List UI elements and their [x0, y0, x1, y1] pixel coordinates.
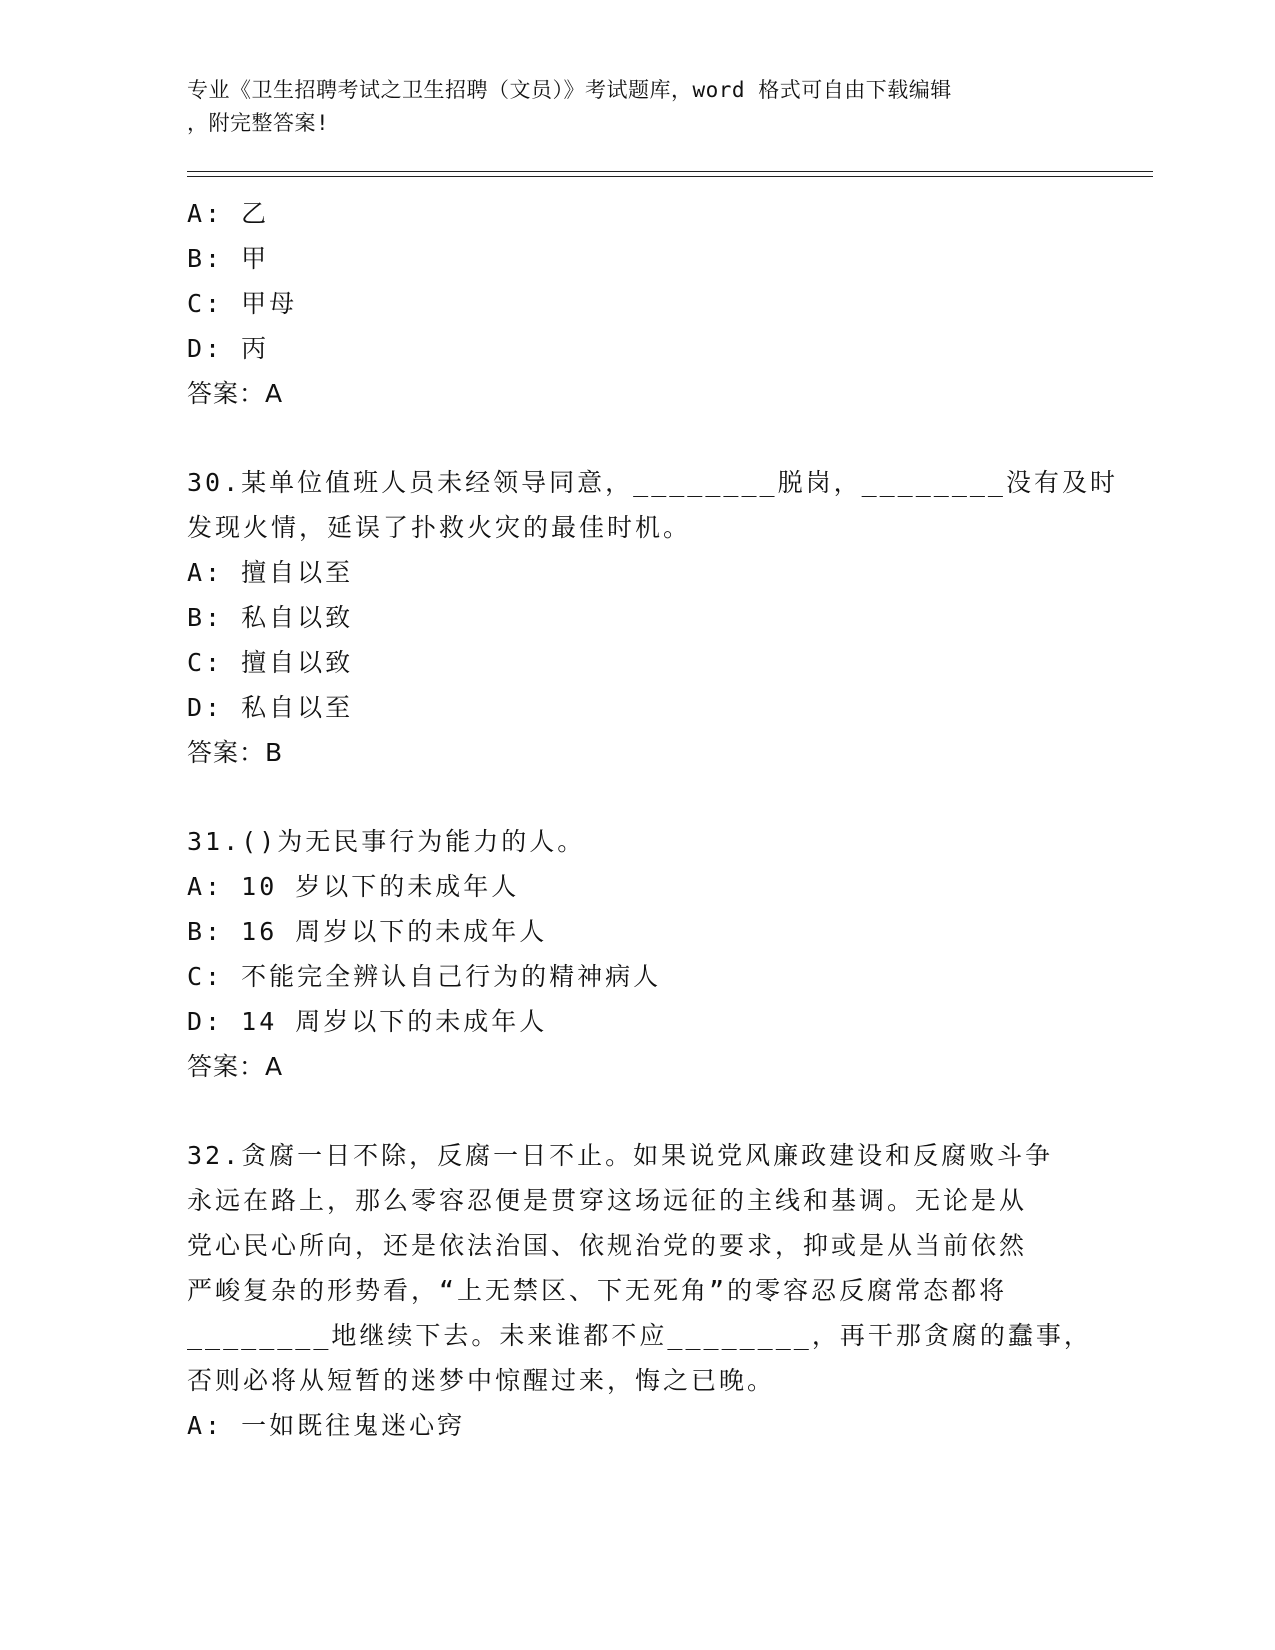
question-30: [187, 460, 1118, 775]
option-c: C: 擅自以致: [187, 648, 354, 677]
option-a: A: 10 岁以下的未成年人: [187, 872, 520, 901]
question-32: [187, 1133, 1092, 1448]
header-line-2: ，附完整答案!: [187, 111, 330, 135]
question-text-line: 党心民心所向，还是依法治国、依规治党的要求，抑或是从当前依然: [187, 1231, 1028, 1260]
question-text-line: 31.()为无民事行为能力的人。: [187, 827, 586, 856]
option-c: C: 不能完全辨认自己行为的精神病人: [187, 962, 662, 991]
question-text-line: 否则必将从短暂的迷梦中惊醒过来，悔之已晚。: [187, 1366, 776, 1395]
document-header: [187, 74, 1067, 140]
question-content: [187, 191, 1118, 1448]
header-line-1: 专业《卫生招聘考试之卫生招聘（文员）》考试题库，word 格式可自由下载编辑: [187, 78, 952, 102]
answer-line: 答案：A: [187, 379, 284, 408]
option-d: D: 丙: [187, 334, 270, 363]
question-text-line: 严峻复杂的形势看，“上无禁区、下无死角”的零容忍反腐常态都将: [187, 1276, 1008, 1305]
option-a: A: 擅自以至: [187, 558, 354, 587]
question-text-line: 32.贪腐一日不除，反腐一日不止。如果说党风廉政建设和反腐败斗争: [187, 1141, 1054, 1170]
header-rule-bottom: [187, 176, 1153, 177]
question-31: [187, 819, 1087, 1089]
question-text-line: 发现火情，延误了扑救火灾的最佳时机。: [187, 513, 692, 542]
option-b: B: 16 周岁以下的未成年人: [187, 917, 548, 946]
answer-line: 答案：B: [187, 738, 284, 767]
header-rule-top: [187, 171, 1153, 172]
option-d: D: 私自以至: [187, 693, 354, 722]
question-text-line: ________地继续下去。未来谁都不应________，再干那贪腐的蠢事，: [187, 1321, 1092, 1350]
question-text-line: 永远在路上，那么零容忍便是贯穿这场远征的主线和基调。无论是从: [187, 1186, 1028, 1215]
answer-line: 答案：A: [187, 1052, 284, 1081]
option-b: B: 私自以致: [187, 603, 354, 632]
option-d: D: 14 周岁以下的未成年人: [187, 1007, 548, 1036]
option-c: C: 甲母: [187, 289, 298, 318]
question-29-tail: [187, 191, 1087, 416]
question-text-line: 30.某单位值班人员未经领导同意，________脱岗，________没有及时: [187, 468, 1118, 497]
option-b: B: 甲: [187, 244, 270, 273]
option-a: A: 一如既往鬼迷心窍: [187, 1411, 466, 1440]
option-a: A: 乙: [187, 199, 270, 228]
